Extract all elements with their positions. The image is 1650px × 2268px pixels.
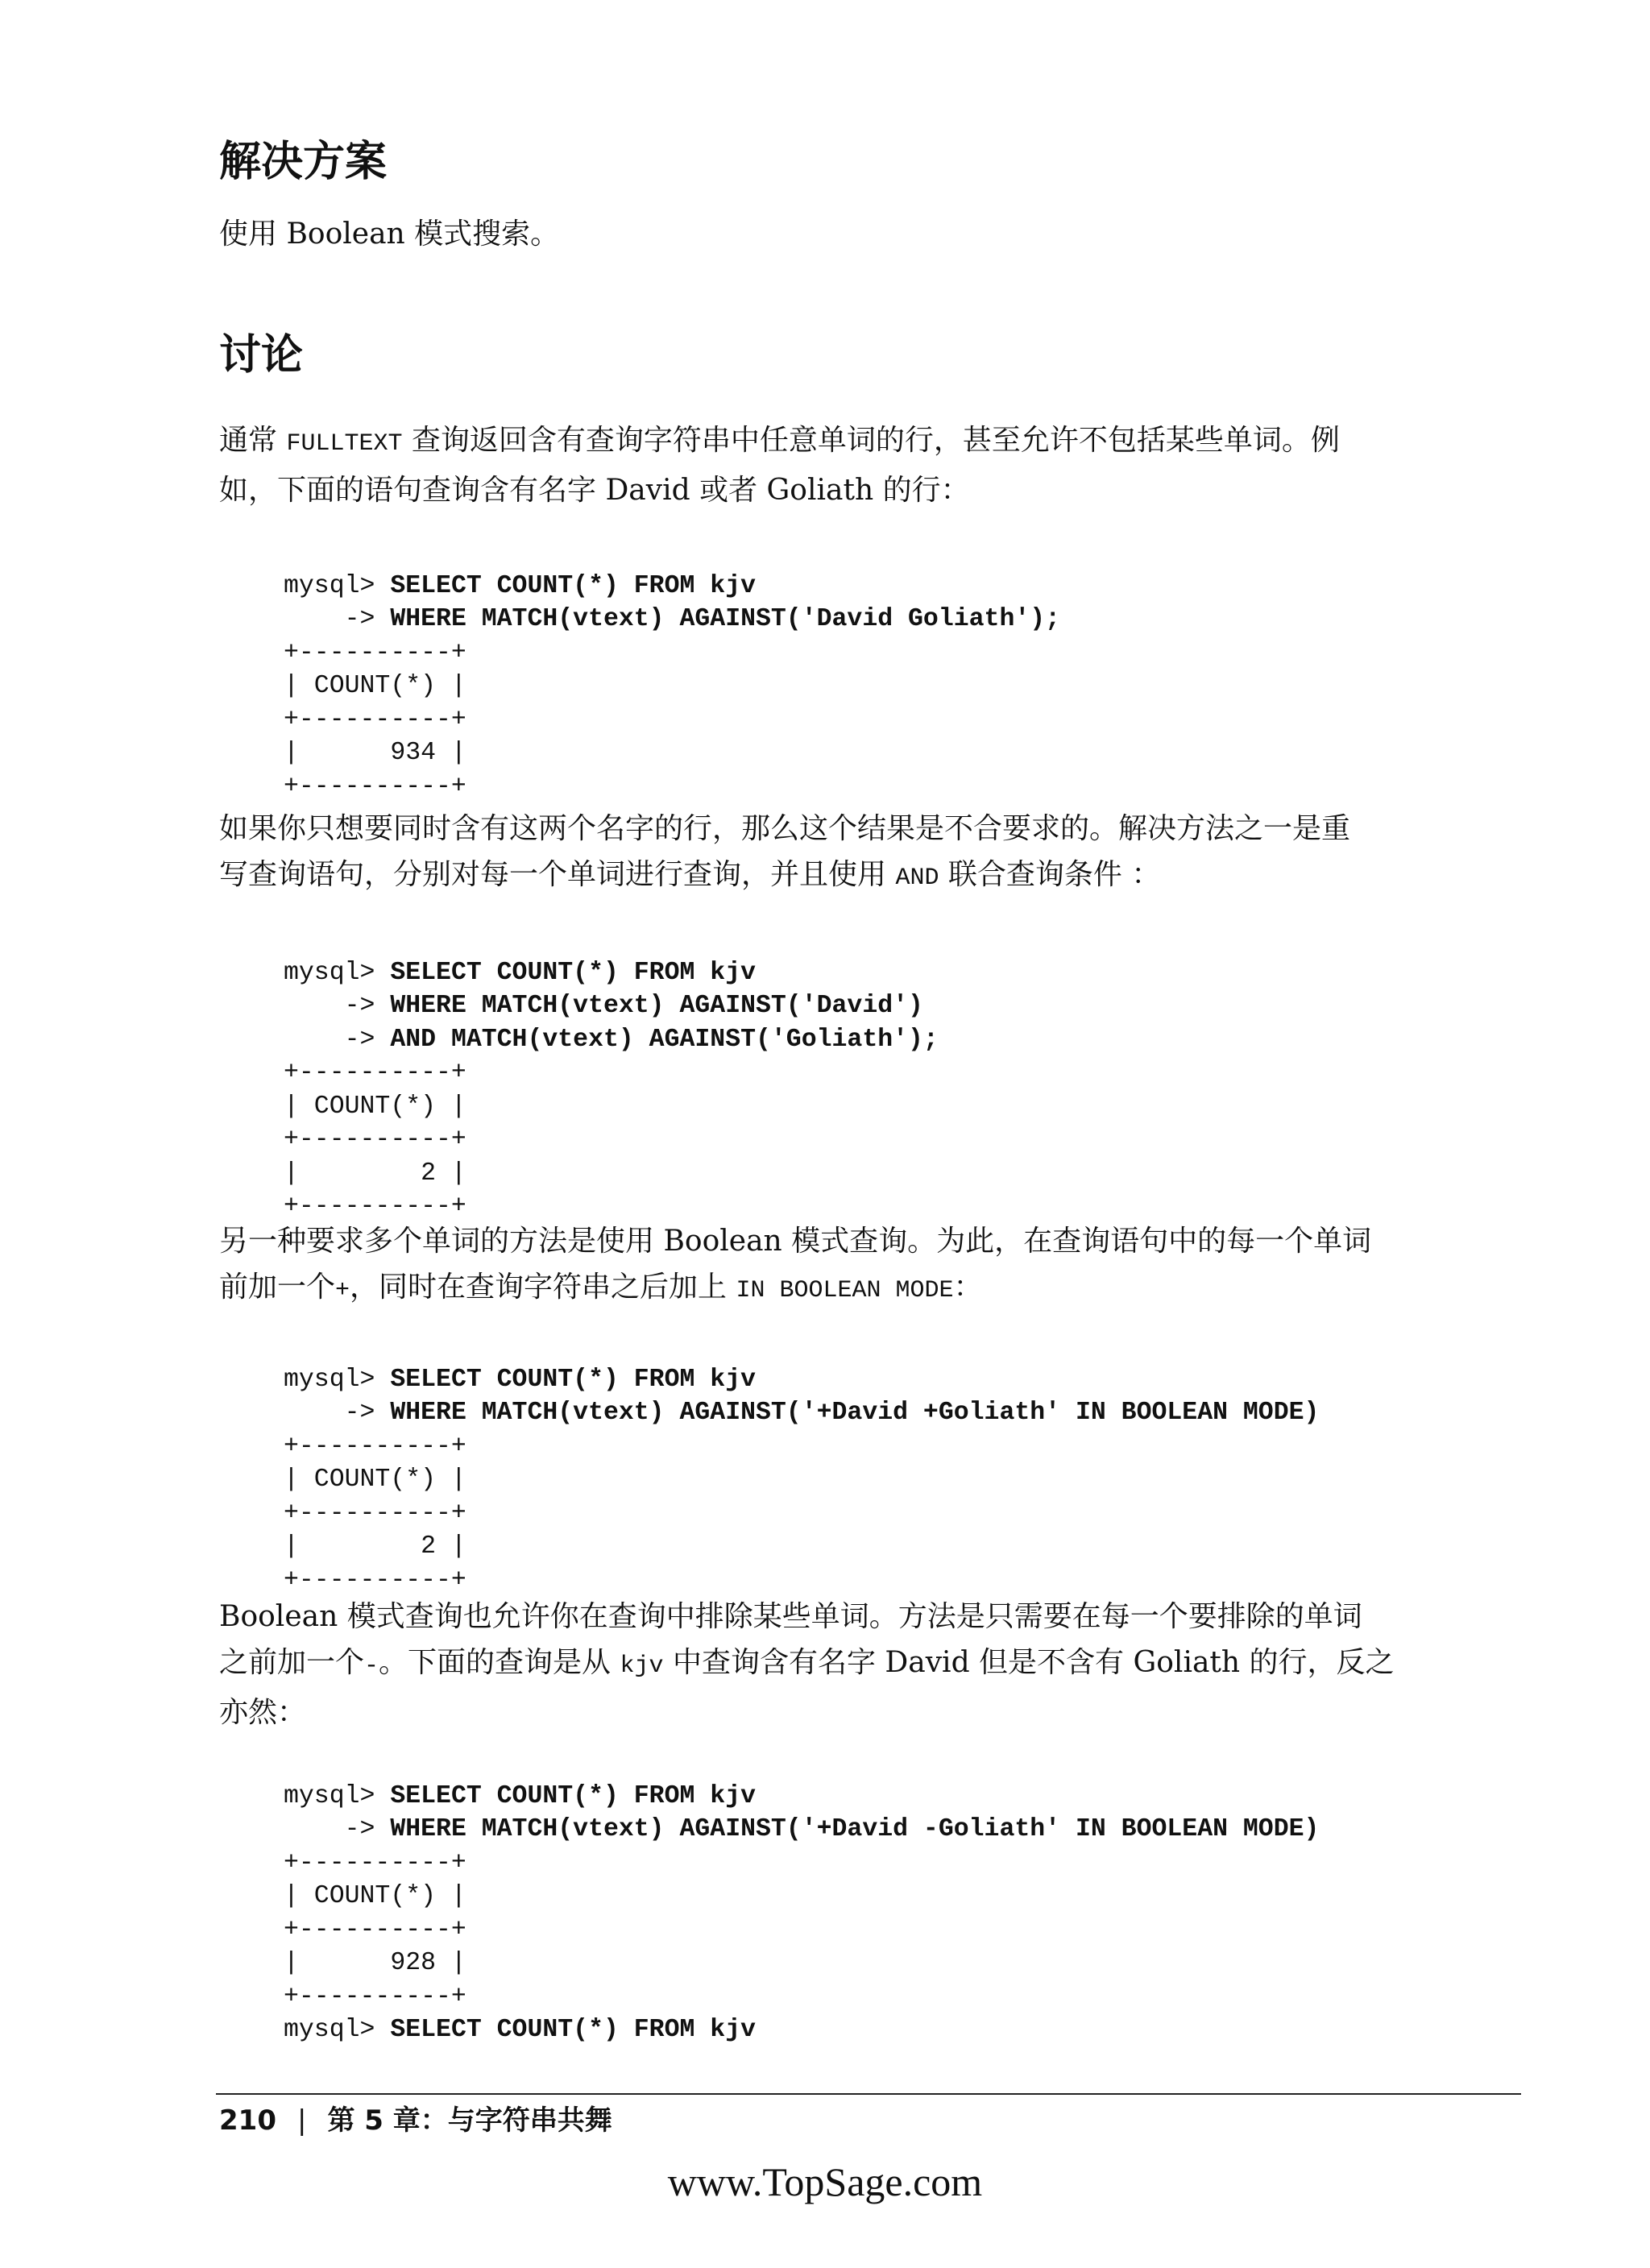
paragraph-4-line-2 — [219, 1640, 1492, 1690]
paragraph-4-line-3: 亦然： — [219, 1696, 307, 1729]
prompt: mysql> — [284, 571, 391, 600]
text-run: 查询返回含有查询字符串中任意单词的行，甚至允许不包括某些单词。例 — [402, 424, 1340, 457]
sql-command: AND MATCH(vtext) AGAINST('Goliath'); — [390, 1025, 939, 1054]
prompt: -> — [284, 605, 391, 633]
sql-command: SELECT COUNT(*) FROM kjv — [390, 571, 757, 600]
prompt: -> — [284, 992, 391, 1020]
code-line — [284, 1363, 1319, 1397]
prompt: mysql> — [284, 958, 391, 987]
text-run: ，同时在查询字符串之后加上 — [350, 1271, 736, 1304]
code-line — [284, 1023, 939, 1057]
table-border: +----------+ — [284, 1982, 466, 2011]
table-border: +----------+ — [284, 638, 466, 667]
sql-command: WHERE MATCH(vtext) AGAINST('+David +Goliath' IN BOOLEAN MODE) — [390, 1399, 1320, 1427]
paragraph-2 — [219, 806, 1492, 902]
paragraph-2-line-1: 如果你只想要同时含有这两个名字的行，那么这个结果是不合要求的。解决方法之一是重 — [219, 812, 1351, 845]
prompt: mysql> — [284, 1781, 391, 1810]
sql-command: WHERE MATCH(vtext) AGAINST('David Goliath'); — [390, 605, 1061, 633]
heading-solution: 解决方案 — [219, 138, 388, 186]
table-border: +----------+ — [284, 705, 466, 734]
text-run: 前加一个 — [219, 1271, 336, 1304]
inline-code: kjv — [620, 1652, 664, 1680]
sql-command: SELECT COUNT(*) FROM kjv — [390, 1365, 757, 1394]
text-run: 之前加一个 — [219, 1646, 365, 1679]
sql-command: SELECT COUNT(*) FROM kjv — [390, 2016, 757, 2044]
inline-code: AND — [895, 864, 939, 892]
table-header: | COUNT(*) | — [284, 1466, 466, 1494]
table-border: +----------+ — [284, 1126, 466, 1154]
code-line — [284, 1780, 1319, 1814]
footer-divider — [216, 2093, 1521, 2095]
code-line — [284, 1813, 1319, 1847]
inline-code: - — [364, 1652, 379, 1680]
site-watermark: www.TopSage.com — [667, 2159, 983, 2204]
text-run: 通常 — [219, 424, 287, 457]
paragraph-3-line-2 — [219, 1264, 1492, 1314]
paragraph-1 — [219, 417, 1492, 513]
paragraph-1-line-1 — [219, 417, 1492, 467]
table-value: | 2 | — [284, 1532, 466, 1561]
page-number: 210 — [219, 2104, 276, 2137]
solution-text: 使用 Boolean 模式搜索。 — [219, 218, 560, 251]
table-border: +----------+ — [284, 1915, 466, 1944]
text-run: 。下面的查询是从 — [379, 1646, 620, 1679]
paragraph-4 — [219, 1594, 1492, 1735]
paragraph-3 — [219, 1218, 1492, 1314]
code-line — [284, 989, 939, 1023]
inline-code: FULLTEXT — [286, 430, 403, 458]
code-line — [284, 2013, 1319, 2047]
code-line — [284, 603, 1060, 636]
paragraph-4-line-1: Boolean 模式查询也允许你在查询中排除某些单词。方法是只需要在每一个要排除的单词 — [219, 1600, 1362, 1633]
table-value: | 928 | — [284, 1949, 466, 1977]
table-value: | 2 | — [284, 1159, 466, 1188]
table-header: | COUNT(*) | — [284, 1882, 466, 1910]
table-value: | 934 | — [284, 739, 466, 767]
text-run: 联合查询条件 ： — [939, 858, 1161, 891]
page-footer — [219, 2101, 612, 2140]
paragraph-3-line-1: 另一种要求多个单词的方法是使用 Boolean 模式查询。为此，在查询语句中的每一个单词 — [219, 1225, 1372, 1258]
text-run: ： — [953, 1271, 983, 1304]
table-border: +----------+ — [284, 1192, 466, 1221]
table-border: +----------+ — [284, 1848, 466, 1877]
table-border: +----------+ — [284, 772, 466, 801]
code-line — [284, 956, 939, 990]
table-border: +----------+ — [284, 1565, 466, 1594]
sql-command: WHERE MATCH(vtext) AGAINST('+David -Goliath' IN BOOLEAN MODE) — [390, 1815, 1320, 1843]
table-border: +----------+ — [284, 1059, 466, 1087]
inline-code: + — [335, 1277, 350, 1304]
heading-discussion: 讨论 — [219, 331, 304, 379]
code-line — [284, 1396, 1319, 1430]
inline-code: IN BOOLEAN MODE — [736, 1277, 954, 1304]
code-line — [284, 570, 1060, 603]
sql-command: WHERE MATCH(vtext) AGAINST('David') — [390, 992, 923, 1020]
prompt: mysql> — [284, 2016, 391, 2044]
code-block-4 — [284, 1746, 1319, 2114]
text-run: 中查询含有名字 David 但是不含有 Goliath 的行，反之 — [663, 1646, 1395, 1679]
paragraph-2-line-2 — [219, 852, 1492, 902]
prompt: -> — [284, 1399, 391, 1427]
text-run: 写查询语句，分别对每一个单词进行查询，并且使用 — [219, 858, 896, 891]
sql-command: SELECT COUNT(*) FROM kjv — [390, 1781, 757, 1810]
table-header: | COUNT(*) | — [284, 672, 466, 700]
footer-separator: | — [296, 2104, 307, 2137]
prompt: -> — [284, 1025, 391, 1054]
table-border: +----------+ — [284, 1432, 466, 1461]
table-border: +----------+ — [284, 1499, 466, 1528]
prompt: mysql> — [284, 1365, 391, 1394]
paragraph-1-line-2: 如，下面的语句查询含有名字 David 或者 Goliath 的行： — [219, 474, 970, 507]
sql-command: SELECT COUNT(*) FROM kjv — [390, 958, 757, 987]
table-header: | COUNT(*) | — [284, 1092, 466, 1121]
prompt: -> — [284, 1815, 391, 1843]
chapter-title: 第 5 章：与字符串共舞 — [327, 2104, 612, 2137]
